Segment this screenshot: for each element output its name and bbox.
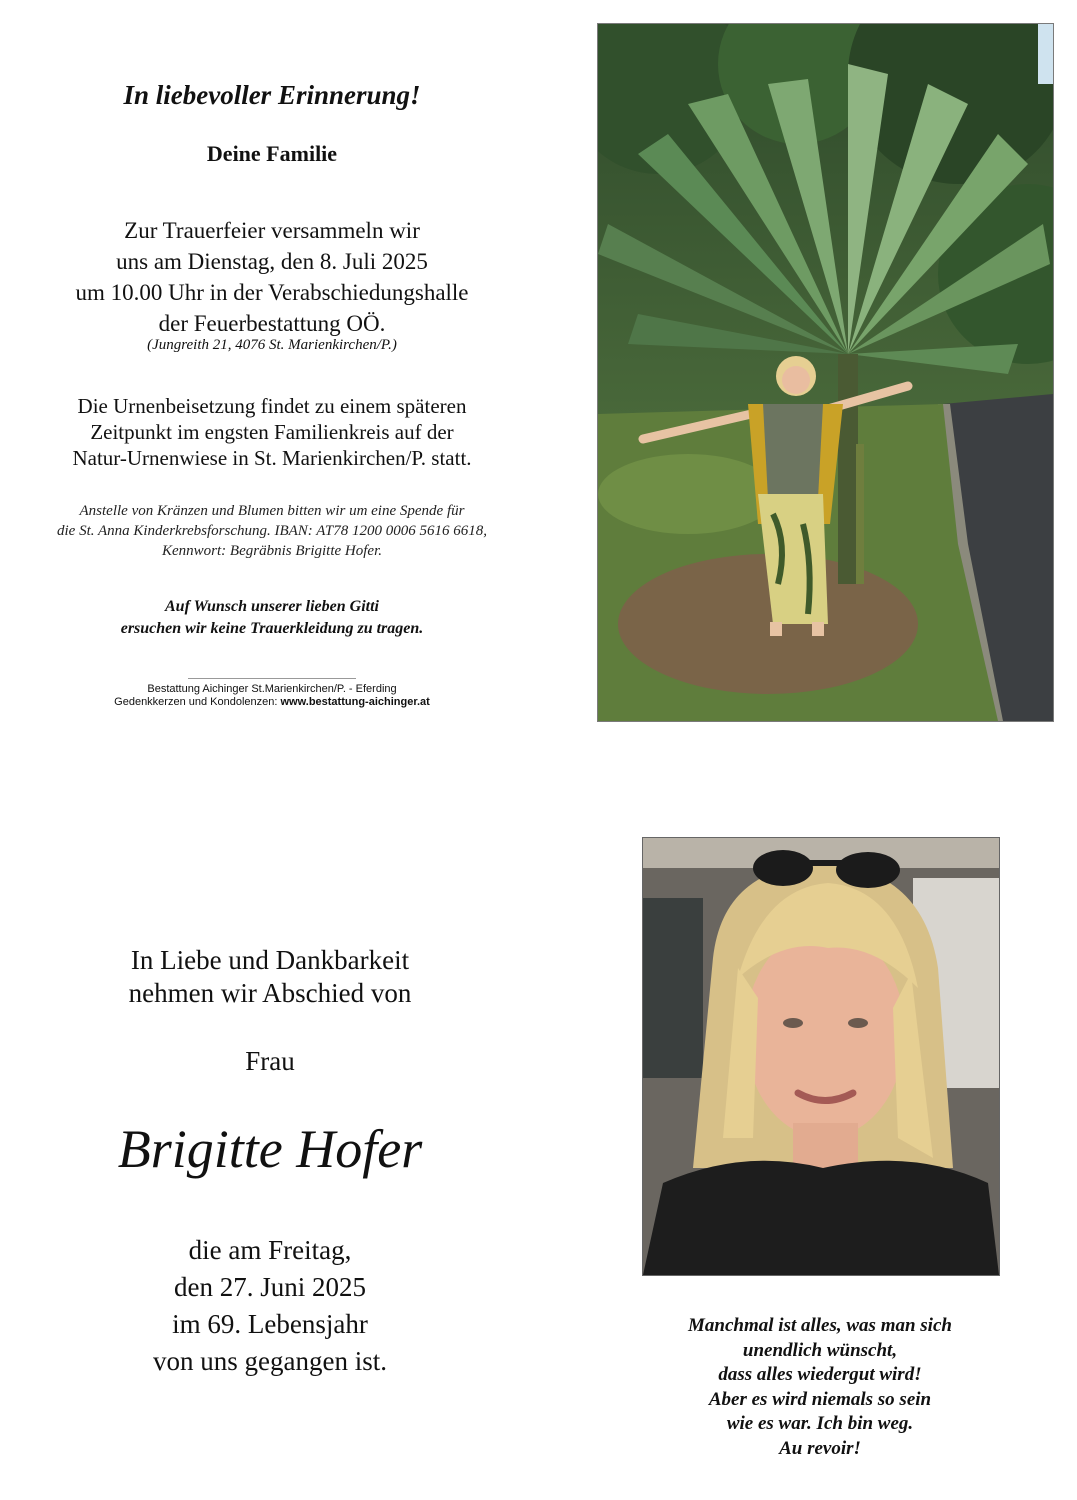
- deceased-name: Brigitte Hofer: [117, 1119, 423, 1179]
- urn-line: Die Urnenbeisetzung findet zu einem späteren: [77, 394, 467, 418]
- ceremony-line: Zur Trauerfeier versammeln wir: [124, 218, 420, 243]
- condolence-website-link[interactable]: www.bestattung-aichinger.at: [280, 696, 430, 708]
- palm-garden-illustration: [598, 24, 1053, 721]
- ceremony-line: der Feuerbestattung OÖ.: [158, 311, 386, 336]
- memory-heading: In liebevoller Erinnerung!: [123, 80, 421, 110]
- ceremony-line: um 10.00 Uhr in der Verabschiedungshalle: [75, 280, 469, 305]
- quote-line: wie es war. Ich bin weg.: [726, 1413, 914, 1434]
- farewell-intro: [60, 944, 480, 1010]
- dress-code-wish: [30, 596, 514, 640]
- intro-line: In Liebe und Dankbarkeit: [130, 945, 410, 975]
- urn-line: Natur-Urnenwiese in St. Marienkirchen/P. statt.: [72, 446, 472, 470]
- closing-quote: [600, 1314, 1040, 1461]
- undertaker-name: Bestattung Aichinger St.Marienkirchen/P. - Eferding: [147, 683, 397, 695]
- donation-line: die St. Anna Kinderkrebsforschung. IBAN: AT78 1200 0006 5616 6618,: [57, 523, 487, 539]
- quote-line: unendlich wünscht,: [742, 1339, 898, 1361]
- detail-line: im 69. Lebensjahr: [172, 1309, 368, 1339]
- quote-line: Manchmal ist alles, was man sich: [688, 1315, 952, 1336]
- urn-burial-notice: [30, 393, 514, 471]
- wish-line: Auf Wunsch unserer lieben Gitti: [165, 598, 379, 615]
- palm-garden-photo: [597, 23, 1054, 722]
- wish-line: ersuchen wir keine Trauerkleidung zu tragen.: [120, 620, 424, 637]
- footer-divider: [188, 678, 356, 679]
- face: [745, 928, 905, 1138]
- intro-line: nehmen wir Abschied von: [128, 978, 412, 1008]
- ceremony-address: (Jungreith 21, 4076 St. Marienkirchen/P.): [147, 337, 397, 353]
- donation-request: [20, 501, 524, 561]
- detail-line: von uns gegangen ist.: [153, 1346, 387, 1376]
- condolence-label: Gedenkkerzen und Kondolenzen:: [114, 696, 281, 708]
- death-details: [60, 1232, 480, 1380]
- portrait-illustration: [643, 838, 999, 1275]
- quote-line: Aber es wird niemals so sein: [708, 1388, 932, 1410]
- detail-line: die am Freitag,: [188, 1235, 352, 1265]
- condolence-line: [30, 696, 514, 709]
- quote-line: Au revoir!: [779, 1437, 861, 1459]
- portrait-photo: [642, 837, 1000, 1276]
- donation-line: Kennwort: Begräbnis Brigitte Hofer.: [162, 543, 382, 559]
- ceremony-announcement: [30, 215, 514, 339]
- detail-line: den 27. Juni 2025: [174, 1272, 366, 1302]
- urn-line: Zeitpunkt im engsten Familienkreis auf der: [90, 420, 454, 444]
- black-top: [643, 1161, 999, 1275]
- salutation: Frau: [245, 1046, 295, 1076]
- donation-line: Anstelle von Kränzen und Blumen bitten wir um eine Spende für: [79, 503, 465, 519]
- undertaker-footer: [30, 683, 514, 709]
- ceremony-line: uns am Dienstag, den 8. Juli 2025: [116, 249, 428, 274]
- family-signature: Deine Familie: [206, 141, 338, 166]
- quote-line: dass alles wiedergut wird!: [718, 1364, 922, 1385]
